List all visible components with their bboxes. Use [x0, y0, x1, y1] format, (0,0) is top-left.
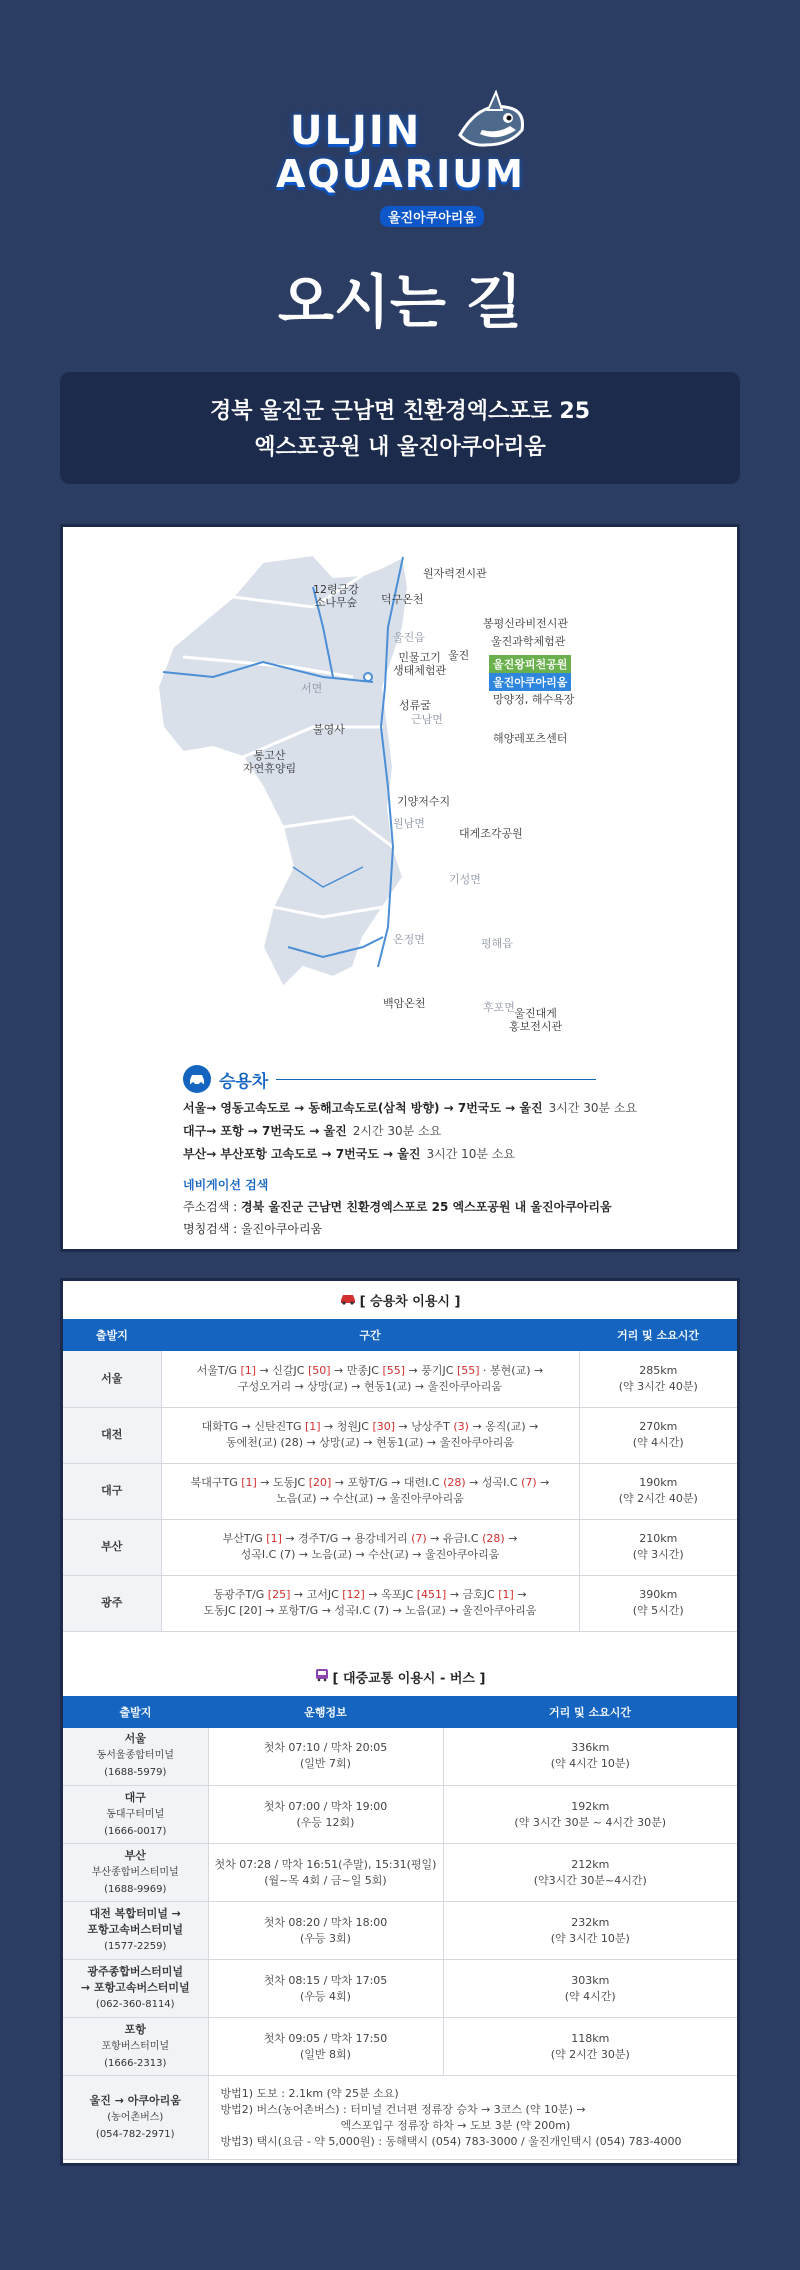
car-col-from: 출발지 — [63, 1319, 161, 1351]
uljin-map — [63, 527, 737, 1057]
divider — [276, 1079, 596, 1080]
map-label-giyang-reservoir: 기양저수지 — [397, 795, 451, 808]
bus-from: 광주종합버스터미널 → 포항고속버스터미널 (062-360-8114) — [63, 1960, 208, 2018]
bus-icon — [315, 1658, 329, 1700]
bus-distance: 336km (약 4시간 10분) — [443, 1728, 737, 1786]
logo-text-line2: AQUARIUM — [276, 152, 525, 196]
route-time: 3시간 30분 소요 — [548, 1101, 638, 1115]
bus-info: 첫차 08:15 / 막차 17:05 (우등 4회) — [208, 1960, 443, 2018]
map-label-nuclear-museum: 원자력전시관 — [423, 567, 487, 580]
shark-icon — [450, 90, 530, 160]
map-label-pine-forest: 12령금강 소나무숲 — [313, 583, 359, 609]
map-label-bulyeongsa: 불영사 — [313, 723, 345, 736]
table-row — [63, 1960, 737, 2018]
car-distance: 390km (약 5시간) — [579, 1575, 737, 1631]
table-row — [63, 1575, 737, 1631]
car-col-distance: 거리 및 소요시간 — [579, 1319, 737, 1351]
route-row-daegu — [183, 1122, 743, 1139]
bus-from: 울진 → 아쿠아리움 (농어촌버스) (054-782-2971) — [63, 2076, 208, 2160]
table-row — [63, 1902, 737, 1960]
car-route: 서울T/G [1] → 신갈JC [50] → 만종JC [55] → 풍기JC [55] · 봉현(교) → 구성오거리 → 상망(교) → 현동1(교) → 울진아쿠아리움 — [161, 1351, 579, 1407]
table-row — [63, 2076, 737, 2160]
bus-info: 첫차 07:28 / 막차 16:51(주말), 15:31(평일) (월~목 4회 / 금~일 5회) — [208, 1844, 443, 1902]
car-from: 서울 — [63, 1351, 161, 1407]
car-from: 부산 — [63, 1519, 161, 1575]
navigation-address-label: 주소검색 : — [183, 1200, 242, 1214]
route-city: 부산 — [183, 1147, 207, 1161]
bus-distance: 303km (약 4시간) — [443, 1960, 737, 2018]
car-from: 대전 — [63, 1407, 161, 1463]
car-from: 광주 — [63, 1575, 161, 1631]
bus-info: 첫차 08:20 / 막차 18:00 (우등 3회) — [208, 1902, 443, 1960]
car-table-caption-text: [ 승용차 이용시 ] — [359, 1294, 461, 1310]
navigation-name-label: 명칭검색 : — [183, 1222, 242, 1236]
map-label-hupo: 후포면 — [483, 1001, 515, 1014]
map-label-wangpi-park: 울진왕피천공원 — [489, 655, 571, 673]
red-car-icon — [340, 1281, 356, 1323]
navigation-name-value: 울진아쿠아리움 — [241, 1222, 323, 1236]
navigation-name — [183, 1220, 743, 1237]
car-distance: 210km (약 3시간) — [579, 1519, 737, 1575]
route-row-busan — [183, 1145, 743, 1162]
route-path: → 영동고속도로 → 동해고속도로(삼척 방향) → 7번국도 → 울진 — [206, 1101, 543, 1115]
bus-table-caption-text: [ 대중교통 이용시 - 버스 ] — [332, 1671, 486, 1686]
car-route: 북대구TG [1] → 도동JC [20] → 포항T/G → 대련I.C (28) → 성곡I.C (7) → 노음(교) → 수산(교) → 울진아쿠아리움 — [161, 1463, 579, 1519]
bus-from: 부산 부산종합버스터미널 (1688-9969) — [63, 1844, 208, 1902]
route-city: 서울 — [183, 1101, 207, 1115]
bus-info: 첫차 07:00 / 막차 19:00 (우등 12회) — [208, 1786, 443, 1844]
table-row — [63, 1844, 737, 1902]
route-row-seoul — [183, 1099, 743, 1116]
map-label-uljin-eup: 울진읍 — [393, 631, 425, 644]
address-box — [60, 372, 740, 484]
car-table-caption — [63, 1281, 737, 1319]
map-label-uljin-aquarium: 울진아쿠아리움 — [489, 673, 571, 691]
bus-info: 첫차 09:05 / 막차 17:50 (일반 8회) — [208, 2018, 443, 2076]
bus-from: 서울 동서울종합터미널 (1688-5979) — [63, 1728, 208, 1786]
car-distance: 190km (약 2시간 40분) — [579, 1463, 737, 1519]
map-label-giseong: 기성면 — [449, 873, 481, 886]
map-label-uljin: 울진 — [448, 649, 470, 662]
map-label-mangyang: 망양정, 해수욕장 — [493, 693, 575, 706]
bus-from: 포항 포항버스터미널 (1666-2313) — [63, 2018, 208, 2076]
map-label-marine-sports: 해양레포츠센터 — [493, 732, 568, 745]
table-row — [63, 1351, 737, 1407]
route-time: 3시간 10분 소요 — [426, 1147, 515, 1161]
car-route-title: 승용차 — [219, 1071, 269, 1092]
bus-col-from: 출발지 — [63, 1696, 208, 1728]
map-label-tonggosan: 통고산 자연휴양림 — [243, 749, 297, 775]
car-route: 대화TG → 신탄진TG [1] → 청원JC [30] → 낭상주T (3) → 옹직(교) → 동에천(교) (28) → 상망(교) → 현동1(교) → 울진아쿠아리움 — [161, 1407, 579, 1463]
bus-from: 대구 동대구터미널 (1666-0017) — [63, 1786, 208, 1844]
bus-col-info: 운행정보 — [208, 1696, 443, 1728]
map-label-bongpyeong: 봉평신라비전시관 — [483, 617, 569, 630]
bus-distance: 232km (약 3시간 10분) — [443, 1902, 737, 1960]
table-row — [63, 1728, 737, 1786]
logo-text-line1: ULJIN — [290, 108, 422, 154]
car-col-route: 구간 — [161, 1319, 579, 1351]
bus-col-distance: 거리 및 소요시간 — [443, 1696, 737, 1728]
car-route-header — [183, 1065, 743, 1093]
route-time: 2시간 30분 소요 — [352, 1124, 442, 1138]
address-line2: 엑스포공원 내 울진아쿠아리움 — [254, 435, 546, 460]
page-title: 오시는 길 — [277, 268, 523, 336]
navigation-address — [183, 1198, 743, 1215]
bus-table-caption — [63, 1658, 737, 1696]
map-label-science-hall: 울진과학체험관 — [491, 635, 566, 648]
car-icon — [183, 1065, 211, 1093]
car-route: 동광주T/G [25] → 고서JC [12] → 옥포JC [451] → 금호JC [1] → 도동JC [20] → 포항T/G → 성곡I.C (7) → 노음(교) → 울진아쿠아리움 — [161, 1575, 579, 1631]
bus-from: 대전 복합터미널 → 포항고속버스터미널 (1577-2259) — [63, 1902, 208, 1960]
bus-distance: 212km (약3시간 30분~4시간) — [443, 1844, 737, 1902]
map-label-seongnyugul: 성류굴 — [399, 699, 431, 712]
route-path: → 부산포항 고속도로 → 7번국도 → 울진 — [206, 1147, 421, 1161]
local-transport-methods: 방법1) 도보 : 2.1km (약 25분 소요) 방법2) 버스(농어촌버스) : 터미널 건너편 정류장 승차 → 3코스 (약 10분) → 엑스포입구 정류장 하차 → 도보 3분 (약 200m) 방법3) 택시(요금 - 약 5,000원) : 동해택시 (054) 783-3000 / 울진개인택시 (054) 783-4000 — [208, 2076, 737, 2160]
bus-info: 첫차 07:10 / 막차 20:05 (일반 7회) — [208, 1728, 443, 1786]
map-card — [60, 524, 740, 1252]
navigation-search-title: 네비게이션 검색 — [183, 1178, 269, 1192]
map-label-fish-center: 민물고기 생태체험관 — [393, 651, 447, 677]
car-table — [63, 1319, 737, 1632]
car-distance: 270km (약 4시간) — [579, 1407, 737, 1463]
uljin-aquarium-logo — [270, 90, 530, 230]
route-city: 대구 — [183, 1124, 207, 1138]
directions-table-card — [60, 1278, 740, 2166]
table-row — [63, 2018, 737, 2076]
route-path: → 포항 → 7번국도 → 울진 — [206, 1124, 347, 1138]
map-label-crab-sculpture: 대게조각공원 — [459, 827, 523, 840]
address-line1: 경북 울진군 근남면 친환경엑스포로 25 — [209, 399, 591, 424]
table-row — [63, 1407, 737, 1463]
table-row — [63, 1519, 737, 1575]
map-label-deokgu-spa: 덕구온천 — [381, 593, 424, 606]
map-label-crab-hall: 울진대게 홍보전시관 — [509, 1007, 563, 1033]
car-route-section — [183, 1065, 743, 1237]
map-label-geunnam: 근남면 — [411, 713, 443, 726]
car-route: 부산T/G [1] → 경주T/G → 용강네거리 (7) → 유금I.C (28) → 성곡I.C (7) → 노음(교) → 수산(교) → 울진아쿠아리움 — [161, 1519, 579, 1575]
car-distance: 285km (약 3시간 40분) — [579, 1351, 737, 1407]
bus-distance: 118km (약 2시간 30분) — [443, 2018, 737, 2076]
car-from: 대구 — [63, 1463, 161, 1519]
bus-distance: 192km (약 3시간 30분 ~ 4시간 30분) — [443, 1786, 737, 1844]
bus-table — [63, 1696, 737, 2161]
map-label-pyeonghae: 평해읍 — [481, 937, 513, 950]
table-row — [63, 1463, 737, 1519]
logo-subtitle: 울진아쿠아리움 — [380, 206, 484, 227]
map-label-wonnam: 원남면 — [393, 817, 425, 830]
table-row — [63, 1786, 737, 1844]
map-label-baegam-spa: 백암온천 — [383, 997, 426, 1010]
navigation-address-value: 경북 울진군 근남면 친환경엑스포로 25 엑스포공원 내 울진아쿠아리움 — [241, 1200, 612, 1214]
map-label-onjeong: 온정면 — [393, 933, 425, 946]
map-label-seomyeon: 서면 — [301, 682, 323, 695]
